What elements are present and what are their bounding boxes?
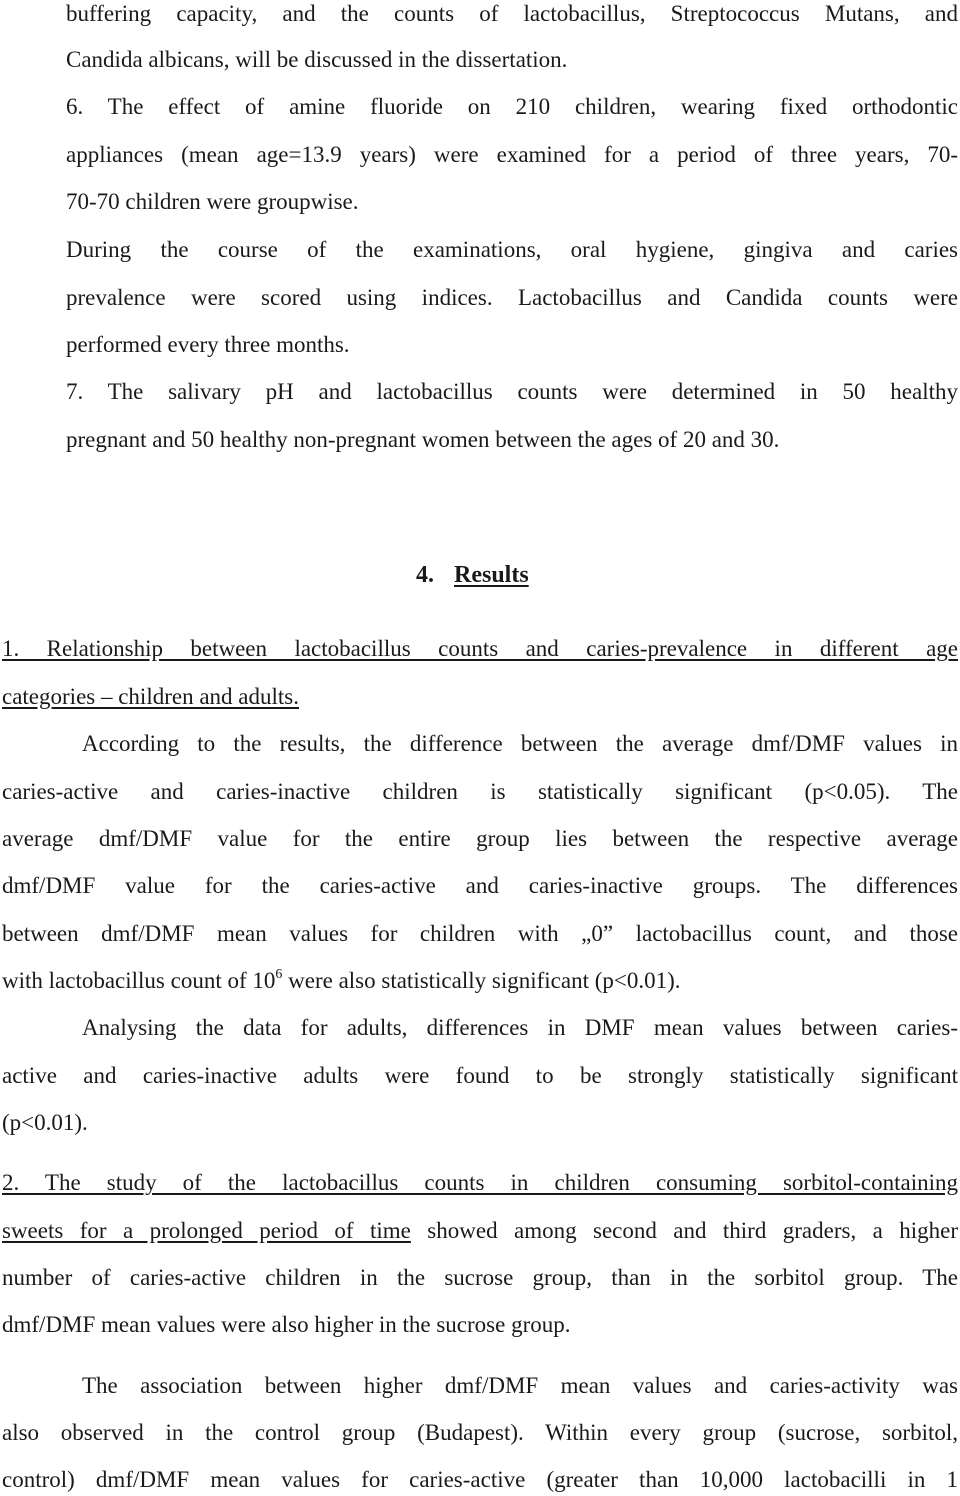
text-line: 6. The effect of amine fluoride on 210 children, wearing fixed orthodontic bbox=[66, 94, 958, 119]
text-line: 7. The salivary pH and lactobacillus counts were determined in 50 healthy bbox=[66, 379, 958, 404]
text-segment: were also statistically significant (p<0.01). bbox=[282, 968, 681, 993]
text-line: pregnant and 50 healthy non-pregnant women between the ages of 20 and 30. bbox=[66, 427, 780, 452]
superscript: 6 bbox=[275, 967, 283, 982]
paragraph-line bbox=[2, 967, 958, 995]
text-line: appliances (mean age=13.9 years) were examined for a period of three years, 70- bbox=[66, 142, 958, 167]
paragraph-line: (p<0.01). bbox=[2, 1110, 88, 1135]
paragraph-line: The association between higher dmf/DMF mean values and caries-activity was bbox=[82, 1373, 958, 1398]
paragraph-line bbox=[2, 1217, 958, 1245]
text-segment: with lactobacillus count of 10 bbox=[2, 968, 276, 993]
section-title: 2. The study of the lactobacillus counts in children consuming sorbitol-containing bbox=[2, 1170, 958, 1195]
heading-number: 4. bbox=[416, 562, 434, 588]
paragraph-line: average dmf/DMF value for the entire group lies between the respective average bbox=[2, 826, 958, 851]
text-line: prevalence were scored using indices. Lactobacillus and Candida counts were bbox=[66, 285, 958, 310]
text-segment: showed among second and third graders, a higher bbox=[410, 1218, 958, 1243]
text-line: Candida albicans, will be discussed in the dissertation. bbox=[66, 47, 568, 72]
paragraph-line: According to the results, the difference between the average dmf/DMF values in bbox=[82, 731, 958, 756]
section-title: 1. Relationship between lactobacillus counts and caries-prevalence in different age bbox=[2, 636, 958, 661]
paragraph-line: between dmf/DMF mean values for children with „0” lactobacillus count, and those bbox=[2, 921, 958, 946]
paragraph-line: active and caries-inactive adults were found to be strongly statistically significant bbox=[2, 1063, 958, 1088]
paragraph-line: dmf/DMF value for the caries-active and caries-inactive groups. The differences bbox=[2, 873, 958, 898]
text-line: 70-70 children were groupwise. bbox=[66, 189, 359, 214]
results-heading bbox=[416, 561, 529, 589]
section-title: categories – children and adults. bbox=[2, 684, 299, 709]
paragraph-line: dmf/DMF mean values were also higher in the sucrose group. bbox=[2, 1312, 571, 1337]
paragraph-line: Analysing the data for adults, differences in DMF mean values between caries- bbox=[82, 1015, 958, 1040]
paragraph-line: number of caries-active children in the sucrose group, than in the sorbitol group. The bbox=[2, 1265, 958, 1290]
text-segment-underlined: sweets for a prolonged period of time bbox=[2, 1218, 411, 1243]
paragraph-line: also observed in the control group (Budapest). Within every group (sucrose, sorbitol, bbox=[2, 1420, 958, 1445]
text-line: During the course of the examinations, oral hygiene, gingiva and caries bbox=[66, 237, 958, 262]
paragraph-line: control) dmf/DMF mean values for caries-active (greater than 10,000 lactobacilli in 1 bbox=[2, 1467, 958, 1492]
heading-title: Results bbox=[454, 562, 529, 588]
text-line: performed every three months. bbox=[66, 332, 350, 357]
text-line: buffering capacity, and the counts of lactobacillus, Streptococcus Mutans, and bbox=[66, 1, 958, 26]
paragraph-line: caries-active and caries-inactive children is statistically significant (p<0.05). The bbox=[2, 779, 958, 804]
